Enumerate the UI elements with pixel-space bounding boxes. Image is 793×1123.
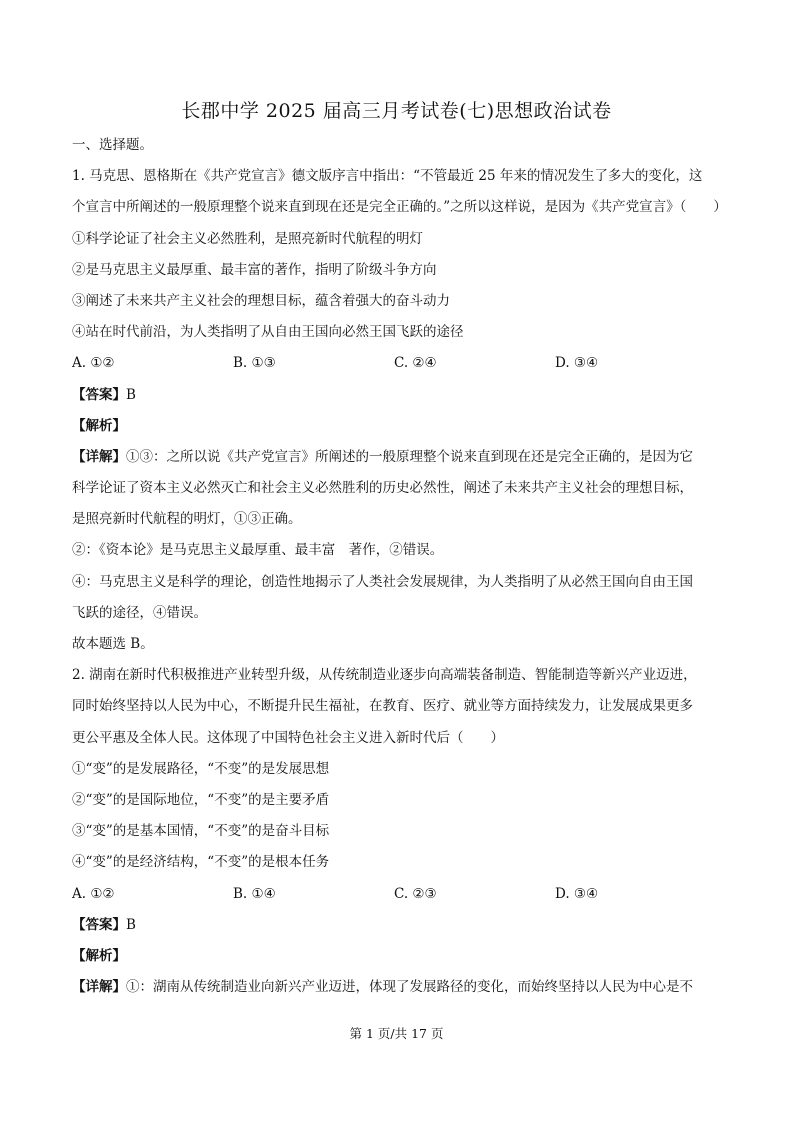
- q1-option-c: C. ②④: [394, 355, 437, 372]
- q1-option-d: D. ③④: [555, 355, 599, 372]
- q1-detail-line-3: 是照亮新时代航程的明灯，①③正确。: [72, 511, 302, 528]
- q2-option-a: A. ①②: [72, 885, 115, 902]
- q2-option-c: C. ②③: [394, 885, 437, 902]
- q1-item-2: ②是马克思主义最厚重、最丰富的著作，指明了阶级斗争方向: [72, 261, 437, 278]
- section-heading: 一、选择题。: [72, 137, 153, 153]
- q1-detail-line-1: [72, 442, 732, 473]
- q1-stem-line-1: 1. 马克思、恩格斯在《共产党宣言》德文版序言中指出：“不管最近 25 年来的情况发生了多大的变化，这: [72, 168, 703, 185]
- question-2: [72, 660, 732, 1003]
- q1-detail-tag: 【详解】: [72, 448, 126, 465]
- q1-detail-line-6: 飞跃的途径，④错误。: [72, 604, 207, 621]
- page-footer: 第 1 页/共 17 页: [349, 1026, 444, 1041]
- q2-stem-line-3: 更公平惠及全体人民。这体现了中国特色社会主义进入新时代后（ ）: [72, 729, 504, 746]
- q2-options: [72, 879, 732, 910]
- q2-detail-tag: 【详解】: [72, 979, 126, 996]
- q2-stem-line-2: 同时始终坚持以人民为中心，不断提升民生福祉，在教育、医疗、就业等方面持续发力，让发展成果更多: [72, 698, 693, 715]
- q2-detail-line-1: [72, 972, 732, 1003]
- q1-detail-line-4: ②：《资本论》是马克思主义最厚重、最丰富 著作，②错误。: [72, 542, 444, 559]
- exam-title: 长郡中学 2025 届高三月考试卷(七)思想政治试卷: [181, 100, 612, 122]
- q2-item-2: ②“变”的是国际地位，“不变”的是主要矛盾: [72, 791, 330, 808]
- q1-item-1: ①科学论证了社会主义必然胜利，是照亮新时代航程的明灯: [72, 230, 423, 247]
- q2-answer: [72, 910, 732, 941]
- q2-option-b: B. ①④: [233, 885, 276, 902]
- q1-answer-value: B: [126, 386, 136, 403]
- q2-answer-value: B: [126, 916, 136, 933]
- q1-options: [72, 348, 732, 379]
- q1-answer: [72, 380, 732, 411]
- q1-stem-line-2: 个宣言中所阐述的一般原理整个说来直到现在还是完全正确的。”之所以这样说，是因为《共产党宣言》（ ）: [72, 199, 727, 216]
- q1-item-4: ④站在时代前沿，为人类指明了从自由王国向必然王国飞跃的途径: [72, 324, 464, 341]
- q2-item-4: ④“变”的是经济结构，“不变”的是根本任务: [72, 854, 330, 871]
- question-1: [72, 161, 732, 660]
- q1-option-b: B. ①③: [233, 355, 276, 372]
- q2-item-3: ③“变”的是基本国情，“不变”的是奋斗目标: [72, 823, 330, 840]
- q2-analysis-tag: 【解析】: [72, 947, 126, 964]
- q1-detail-line-5: ④：马克思主义是科学的理论，创造性地揭示了人类社会发展规律，为人类指明了从必然王国向自由王国: [72, 573, 693, 590]
- q2-option-d: D. ③④: [555, 885, 599, 902]
- q2-answer-tag: 【答案】: [72, 916, 126, 933]
- q1-detail-text-1: ①③：之所以说《共产党宣言》所阐述的一般原理整个说来直到现在还是完全正确的，是因为它: [126, 448, 693, 465]
- q1-conclusion: 故本题选 B。: [72, 636, 154, 652]
- exam-content: [72, 130, 732, 1003]
- q2-detail-text-1: ①：湖南从传统制造业向新兴产业迈进，体现了发展路径的变化，而始终坚持以人民为中心是不: [126, 979, 693, 996]
- q1-answer-tag: 【答案】: [72, 386, 126, 403]
- q2-stem-line-1: 2. 湖南在新时代积极推进产业转型升级，从传统制造业逐步向高端装备制造、智能制造等新兴产业迈进，: [72, 667, 697, 684]
- q1-option-a: A. ①②: [72, 355, 115, 372]
- q1-item-3: ③阐述了未来共产主义社会的理想目标，蕴含着强大的奋斗动力: [72, 292, 450, 309]
- q2-item-1: ①“变”的是发展路径，“不变”的是发展思想: [72, 760, 330, 777]
- q1-analysis-tag: 【解析】: [72, 417, 126, 434]
- q1-detail-line-2: 科学论证了资本主义必然灭亡和社会主义必然胜利的历史必然性，阐述了未来共产主义社会的理想目标，: [72, 480, 693, 497]
